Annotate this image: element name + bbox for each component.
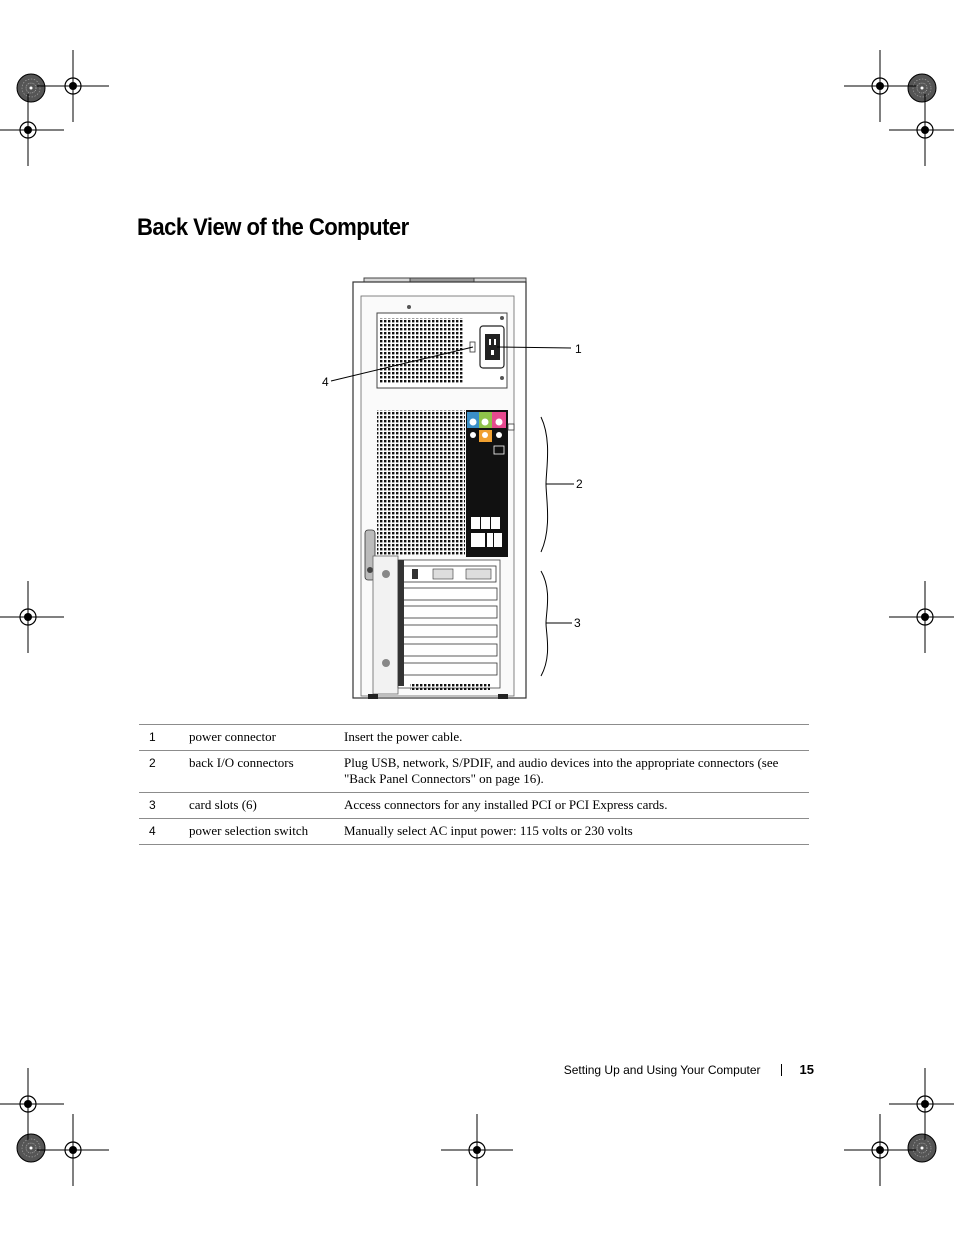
table-row [139, 751, 809, 793]
legend-description: Insert the power cable. [344, 725, 809, 751]
page-footer [564, 1062, 814, 1077]
footer-section-title: Setting Up and Using Your Computer [563, 1063, 761, 1077]
legend-description: Plug USB, network, S/PDIF, and audio devices into the appropriate connectors (see "Back Panel Connectors" on page 16). [344, 751, 809, 793]
page-title: Back View of the Computer [137, 214, 409, 241]
callout-3: 3 [574, 616, 581, 630]
table-row [139, 725, 809, 751]
legend-number: 2 [139, 751, 189, 793]
legend-description: Manually select AC input power: 115 volts or 230 volts [344, 819, 809, 845]
legend-name: card slots (6) [189, 793, 344, 819]
callout-4: 4 [322, 375, 329, 389]
table-row [139, 793, 809, 819]
table-row [139, 819, 809, 845]
legend-number: 4 [139, 819, 189, 845]
callout-2: 2 [576, 477, 583, 491]
legend-number: 3 [139, 793, 189, 819]
computer-back-view-illustration [300, 270, 620, 710]
callout-legend-table [139, 724, 809, 845]
legend-number: 1 [139, 725, 189, 751]
legend-name: power connector [189, 725, 344, 751]
legend-description: Access connectors for any installed PCI or PCI Express cards. [344, 793, 809, 819]
legend-name: power selection switch [189, 819, 344, 845]
footer-separator [781, 1064, 782, 1076]
callout-1: 1 [575, 342, 582, 356]
legend-name: back I/O connectors [189, 751, 344, 793]
page-number: 15 [799, 1062, 814, 1077]
